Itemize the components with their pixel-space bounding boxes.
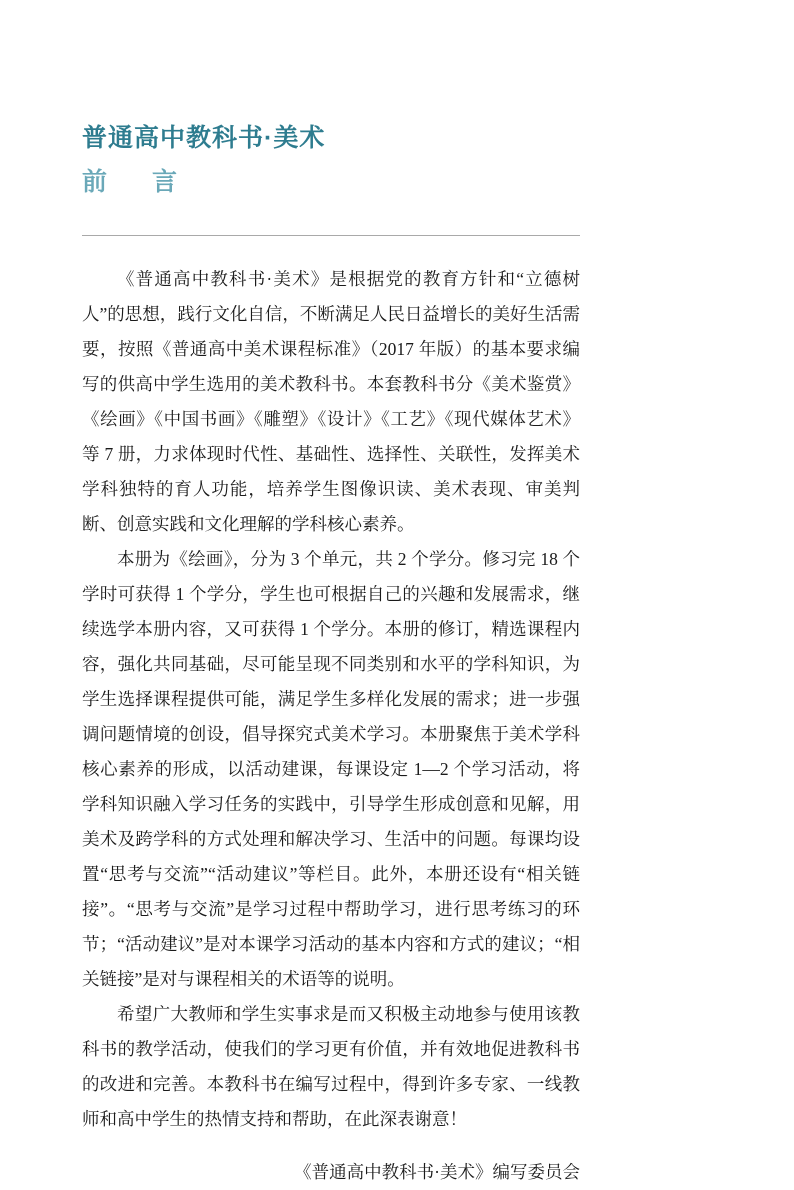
page-left-margin [0,0,26,1078]
paragraph: 希望广大教师和学生实事求是而又积极主动地参与使用该教科书的教学活动，使我们的学习更有价值，并有效地促进教科书的改进和完善。本教科书在编写过程中，得到许多专家、一线教师和高中学生的热情支持和帮助，在此深表谢意！ [82,1004,580,1129]
paragraph: 《普通高中教科书·美术》是根据党的教育方针和“立德树人”的思想，践行文化自信，不断满足人民日益增长的美好生活需要，按照《普通高中美术课程标准》（2017 年版）的基本要求编写的供高中学生选用的美术教科书。本套教科书分《美术鉴赏》《绘画》《中国书画》《雕塑》《设计》《工艺》《现代媒体艺术》等 7 册，力求体现时代性、基础性、选择性、关联性，发挥美术学科独特的育人功能，培养学生图像识读、美术表现、审美判断、创意实践和文化理解的学科核心素养。 [82,269,580,534]
page-content [82,0,662,1190]
title-divider [82,235,580,236]
section-title: 前 言 [82,167,188,196]
book-title: 普通高中教科书·美术 [82,124,326,152]
paragraph: 本册为《绘画》，分为 3 个单元，共 2 个学分。修习完 18 个学时可获得 1 个学分，学生也可根据自己的兴趣和发展需求，继续选学本册内容，又可获得 1 个学分。本册的修订，精选课程内容，强化共同基础，尽可能呈现不同类别和水平的学科知识，为学生选择课程提供可能，满足学生多样化发展的需求；进一步强调问题情境的创设，倡导探究式美术学习。本册聚焦于美术学科核心素养的形成，以活动建课，每课设定 1—2 个学习活动，将学科知识融入学习任务的实践中，引导学生形成创意和见解，用美术及跨学科的方式处理和解决学习、生活中的问题。每课均设置“思考与交流”“活动建议”等栏目。此外，本册还设有“相关链接”。“思考与交流”是学习过程中帮助学习，进行思考练习的环节；“活动建议”是对本课学习活动的基本内容和方式的建议；“相关链接”是对与课程相关的术语等的说明。 [82,549,580,989]
title-block [82,0,662,201]
signature-line: 《普通高中教科书·美术》编写委员会 [294,1162,580,1182]
preface-body [82,262,580,1137]
